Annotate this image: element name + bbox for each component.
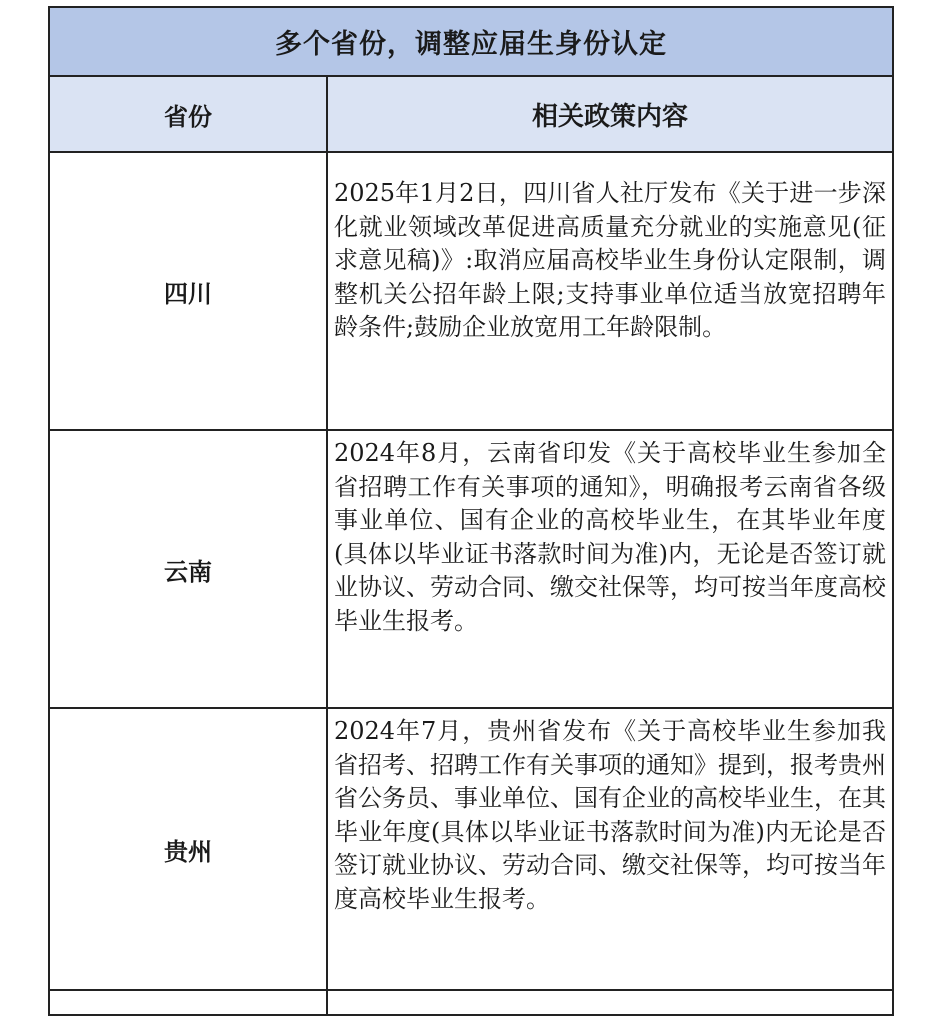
- table-title: 多个省份，调整应届生身份认定: [50, 8, 892, 77]
- policy-content-cell: 2024年7月，贵州省发布《关于高校毕业生参加我省招考、招聘工作有关事项的通知》提到，报考贵州省公务员、事业单位、国有企业的高校毕业生，在其毕业年度(具体以毕业证书落款时间为准)内无论是否签订就业协议、劳动合同、缴交社保等，均可按当年度高校毕业生报考。: [334, 717, 886, 913]
- table-row: [50, 153, 892, 431]
- province-cell-empty: [50, 991, 328, 1015]
- province-cell: 四川: [50, 153, 328, 429]
- table-row: [50, 709, 892, 991]
- province-cell: 贵州: [50, 709, 328, 989]
- policy-content-cell-empty: [328, 991, 892, 1015]
- table-row-partial: [50, 991, 892, 1015]
- policy-table: [48, 6, 894, 1016]
- policy-content-cell: 2025年1月2日，四川省人社厅发布《关于进一步深化就业领域改革促进高质量充分就业的实施意见(征求意见稿)》:取消应届高校毕业生身份认定限制，调整机关公招年龄上限;支持事业单位适当放宽招聘年龄条件;鼓励企业放宽用工年龄限制。: [334, 179, 886, 341]
- header-province: 省份: [50, 77, 328, 151]
- policy-content-cell: 2024年8月，云南省印发《关于高校毕业生参加全省招聘工作有关事项的通知》，明确报考云南省各级事业单位、国有企业的高校毕业生，在其毕业年度(具体以毕业证书落款时间为准)内，无论是否签订就业协议、劳动合同、缴交社保等，均可按当年度高校毕业生报考。: [334, 439, 886, 635]
- province-cell: 云南: [50, 431, 328, 707]
- header-policy: 相关政策内容: [531, 101, 688, 132]
- table-header-row: [50, 77, 892, 153]
- table-row: [50, 431, 892, 709]
